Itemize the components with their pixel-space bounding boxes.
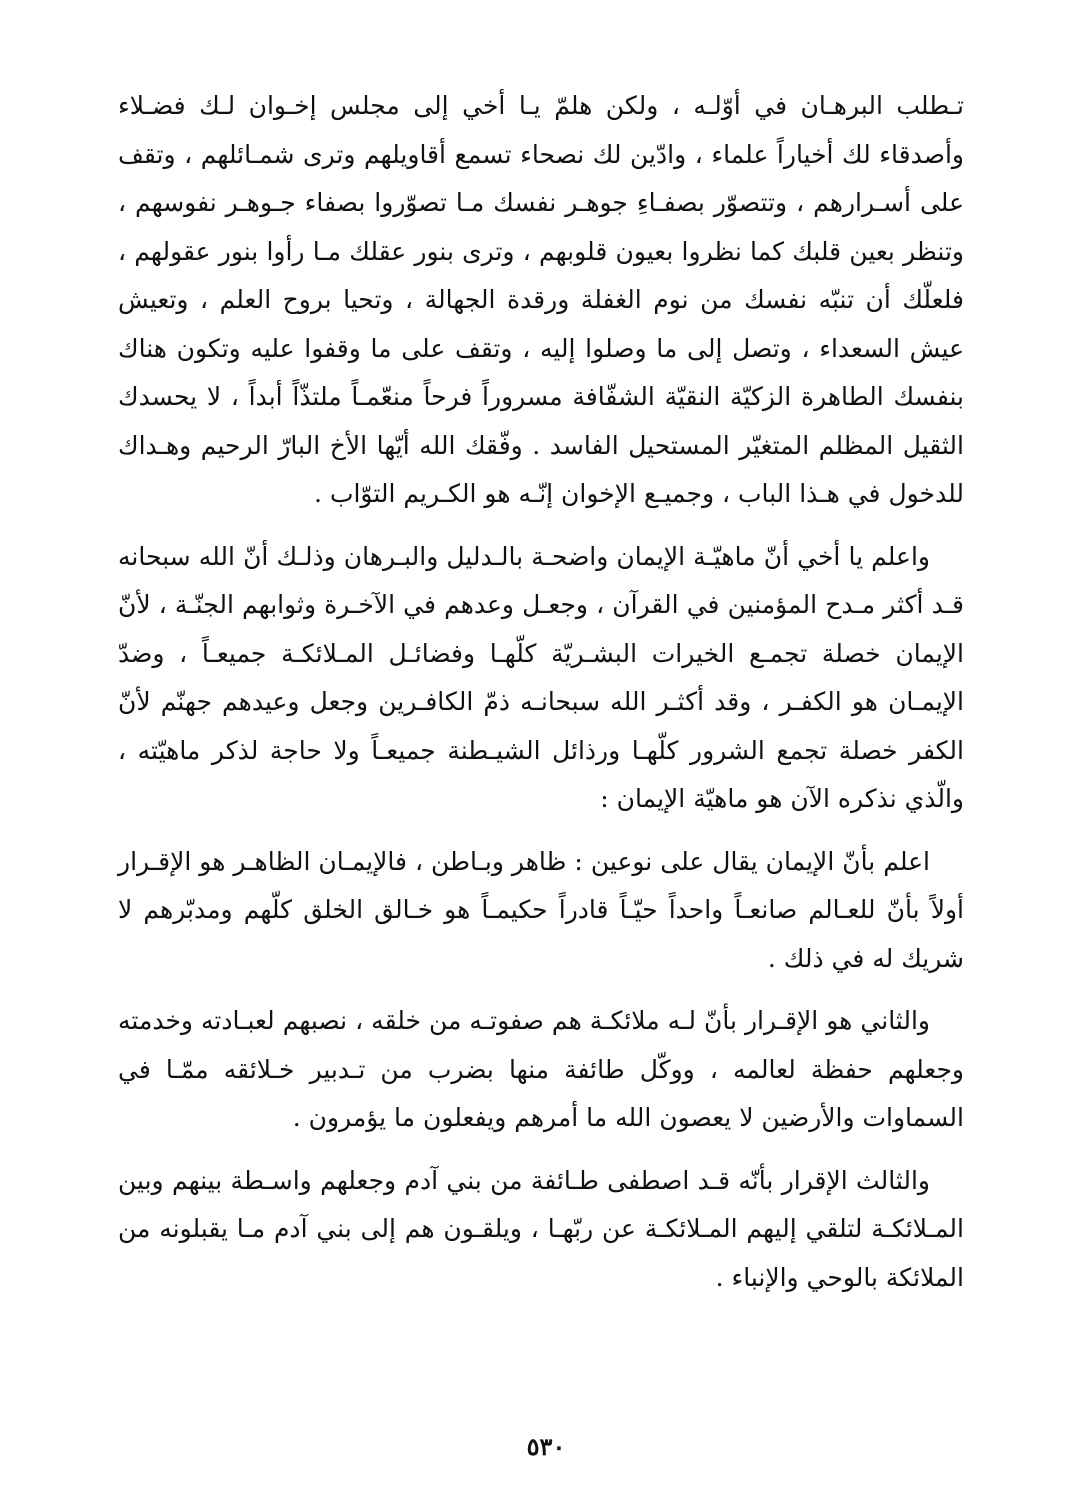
- page-number: ٥٣٠: [526, 1432, 566, 1461]
- paragraph-3: اعلم بأنّ الإيمان يقال على نوعين : ظاهر وبـاطن ، فالإيمـان الظاهـر هو الإقـرار أولاً بأنّ للعـالم صانعـاً واحداً حيّـاً قادراً حكيمـاً هو خـالق الخلق كلّهم ومدبّرهم لا شريك له في ذلك .: [118, 846, 964, 973]
- body-text: [118, 82, 964, 1302]
- paragraph-1: تـطلب البرهـان في أوّلـه ، ولكن هلمّ يـا أخي إلى مجلس إخـوان لـك فضـلاء وأصدقاء لك أخياراً علماء ، وادّين لك نصحاء تسمع أقاويلهم وترى شمـائلهم ، وتقف على أسـرارهم ، وتتصوّر بصفـاءِ جوهـر نفسك مـا تصوّروا بصفاء جـوهـر نفوسهم ، وتنظر بعين قلبك كما نظروا بعيون قلوبهم ، وترى بنور عقلك مـا رأوا بنور عقولهم ، فلعلّك أن تنبّه نفسك من نوم الغفلة ورقدة الجهالة ، وتحيا بروح العلم ، وتعيش عيش السعداء ، وتصل إلى ما وصلوا إليه ، وتقف على ما وقفوا عليه وتكون هناك بنفسك الطاهرة الزكيّة النقيّة الشفّافة مسروراً فرحاً منعّمـاً ملتذّاً أبداً ، لا يحسدك الثقيل المظلم المتغيّر المستحيل الفاسد . وفّقك الله أيّها الأخ البارّ الرحيم وهـداك للدخول في هـذا الباب ، وجميـع الإخوان إنّـه هو الكـريم التوّاب .: [118, 91, 964, 508]
- paragraph-5: والثالث الإقرار بأنّه قـد اصطفى طـائفة من بني آدم وجعلهم واسـطة بينهم وبين المـلائكـة لتلقي إليهم المـلائكـة عن ربّهـا ، ويلقـون هم إلى بني آدم مـا يقبلونه من الملائكة بالوحي والإنباء .: [118, 1165, 964, 1292]
- paragraph-4: والثاني هو الإقـرار بأنّ لـه ملائكـة هم صفوتـه من خلقه ، نصبهم لعبـادته وخدمته وجعلهم حفظة لعالمه ، ووكّل طائفة منها بضرب من تـدبير خـلائقه ممّـا في السماوات والأرضين لا يعصون الله ما أمرهم ويفعلون ما يؤمرون .: [118, 1006, 964, 1132]
- paragraph-2: واعلم يا أخي أنّ ماهيّـة الإيمان واضحـة بالـدليل والبـرهان وذلـك أنّ الله سبحانه قـد أكثر مـدح المؤمنين في القرآن ، وجعـل وعدهم في الآخـرة وثوابهم الجنّـة ، لأنّ الإيمان خصلة تجمـع الخيرات البشـريّة كلّهـا وفضائـل المـلائكـة جميعـاً ، وضدّ الإيمـان هو الكفـر ، وقد أكثـر الله سبحانـه ذمّ الكافـرين وجعل وعيدهم جهنّم لأنّ الكفر خصلة تجمع الشرور كلّهـا ورذائل الشيـطنة جميعـاً ولا حاجة لذكر ماهيّته ، والّذي نذكره الآن هو ماهيّة الإيمان :: [118, 541, 964, 813]
